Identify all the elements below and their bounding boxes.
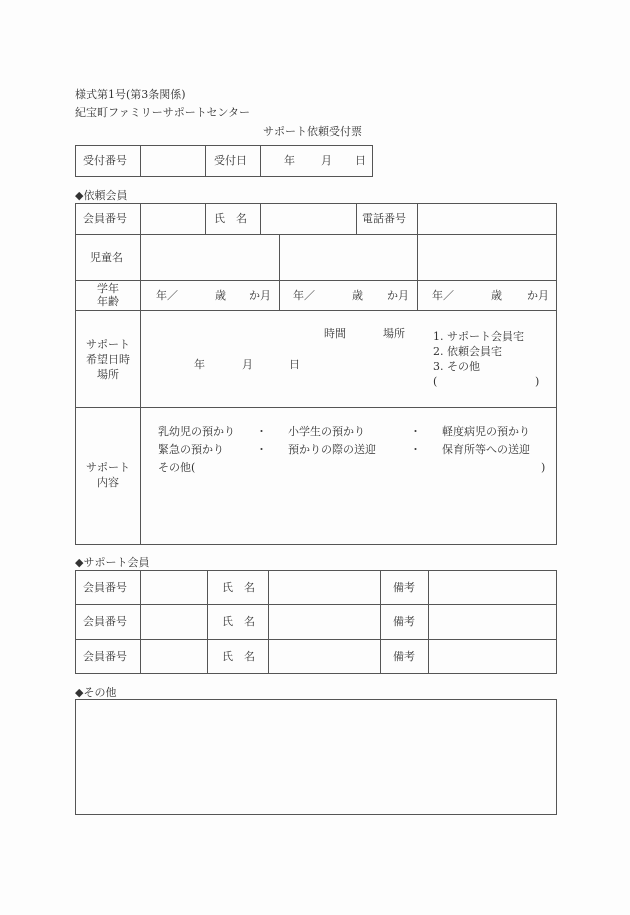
other-notes-field[interactable] (75, 699, 557, 815)
requester-phone-field[interactable] (418, 204, 556, 234)
place-option-2[interactable]: 2. 依頼会員宅 (433, 345, 502, 358)
support-member-3-remarks-field[interactable] (429, 640, 556, 673)
child2-age: 歳 (352, 289, 363, 302)
organization-name: 紀宝町ファミリーサポートセンター (75, 106, 251, 119)
child3-age: 歳 (491, 289, 502, 302)
content-separator: ・ (410, 443, 421, 456)
support-member-3-name-label: 氏 名 (222, 650, 255, 663)
requester-member-number-field[interactable] (141, 204, 204, 234)
support-date-month: 月 (242, 358, 253, 371)
support-member-2-remarks-label: 備考 (393, 615, 415, 628)
content-other-close-paren: ) (541, 461, 546, 474)
requester-phone-label: 電話番号 (362, 212, 406, 225)
support-member-1-name-field[interactable] (269, 571, 379, 604)
support-content-label-1: サポート (86, 461, 130, 474)
requester-member-number-label: 会員番号 (83, 212, 127, 225)
child1-age: 歳 (215, 289, 226, 302)
support-member-1-number-field[interactable] (141, 571, 206, 604)
support-datetime-label-2: 希望日時 (86, 353, 130, 366)
support-member-2-name-field[interactable] (269, 605, 379, 639)
support-member-1-name-label: 氏 名 (222, 581, 255, 594)
content-option-nursery-transport[interactable]: 保育所等への送迎 (442, 443, 530, 456)
content-option-elementary-care[interactable]: 小学生の預かり (288, 425, 365, 438)
support-datetime-label-1: サポート (86, 338, 130, 351)
content-option-other[interactable]: その他( (158, 461, 196, 474)
support-member-3-number-label: 会員番号 (83, 650, 127, 663)
place-option-1[interactable]: 1. サポート会員宅 (433, 330, 524, 343)
support-member-2-number-label: 会員番号 (83, 615, 127, 628)
page-title: サポート依頼受付票 (263, 125, 362, 138)
support-member-3-name-field[interactable] (269, 640, 379, 673)
support-member-2-name-label: 氏 名 (222, 615, 255, 628)
child3-months: か月 (527, 289, 549, 302)
place-other-open-paren: ( (433, 375, 438, 388)
support-member-3-remarks-label: 備考 (393, 650, 415, 663)
content-option-emergency-care[interactable]: 緊急の預かり (158, 443, 224, 456)
support-datetime-label-3: 場所 (97, 368, 119, 381)
support-member-3-number-field[interactable] (141, 640, 206, 673)
support-member-1-remarks-label: 備考 (393, 581, 415, 594)
child1-grade: 年／ (156, 289, 178, 302)
content-separator: ・ (410, 425, 421, 438)
reception-month: 月 (321, 154, 332, 167)
reception-date-label: 受付日 (214, 154, 247, 167)
reception-number-label: 受付番号 (83, 154, 127, 167)
child-name-field-3[interactable] (418, 235, 556, 280)
support-member-2-remarks-field[interactable] (429, 605, 556, 639)
support-members-section-title: ◆サポート会員 (75, 556, 150, 569)
support-place-label: 場所 (383, 327, 405, 340)
child2-months: か月 (387, 289, 409, 302)
support-date-year: 年 (194, 358, 205, 371)
content-separator: ・ (256, 425, 267, 438)
place-option-3[interactable]: 3. その他 (433, 360, 480, 373)
form-number: 様式第1号(第3条関係) (75, 88, 186, 101)
child-name-field-1[interactable] (141, 235, 278, 280)
reception-day: 日 (355, 154, 366, 167)
support-member-2-number-field[interactable] (141, 605, 206, 639)
requester-section-title: ◆依頼会員 (75, 189, 128, 202)
child-name-field-2[interactable] (280, 235, 416, 280)
child2-grade: 年／ (293, 289, 315, 302)
content-option-mild-sick-care[interactable]: 軽度病児の預かり (442, 425, 530, 438)
support-member-1-number-label: 会員番号 (83, 581, 127, 594)
child1-months: か月 (249, 289, 271, 302)
child-name-label: 児童名 (90, 251, 123, 264)
support-content-label-2: 内容 (97, 476, 119, 489)
grade-label: 学年 (97, 282, 119, 295)
content-separator: ・ (256, 443, 267, 456)
age-label: 年齢 (97, 295, 119, 308)
support-member-1-remarks-field[interactable] (429, 571, 556, 604)
content-option-care-transport[interactable]: 預かりの際の送迎 (288, 443, 376, 456)
reception-year: 年 (284, 154, 295, 167)
support-date-day: 日 (289, 358, 300, 371)
place-other-close-paren: ) (535, 375, 540, 388)
reception-number-field[interactable] (141, 146, 204, 176)
content-option-infant-care[interactable]: 乳幼児の預かり (158, 425, 235, 438)
child3-grade: 年／ (432, 289, 454, 302)
other-section-title: ◆その他 (75, 686, 117, 699)
support-time-label: 時間 (324, 327, 346, 340)
requester-name-field[interactable] (261, 204, 355, 234)
requester-name-label: 氏 名 (214, 212, 247, 225)
